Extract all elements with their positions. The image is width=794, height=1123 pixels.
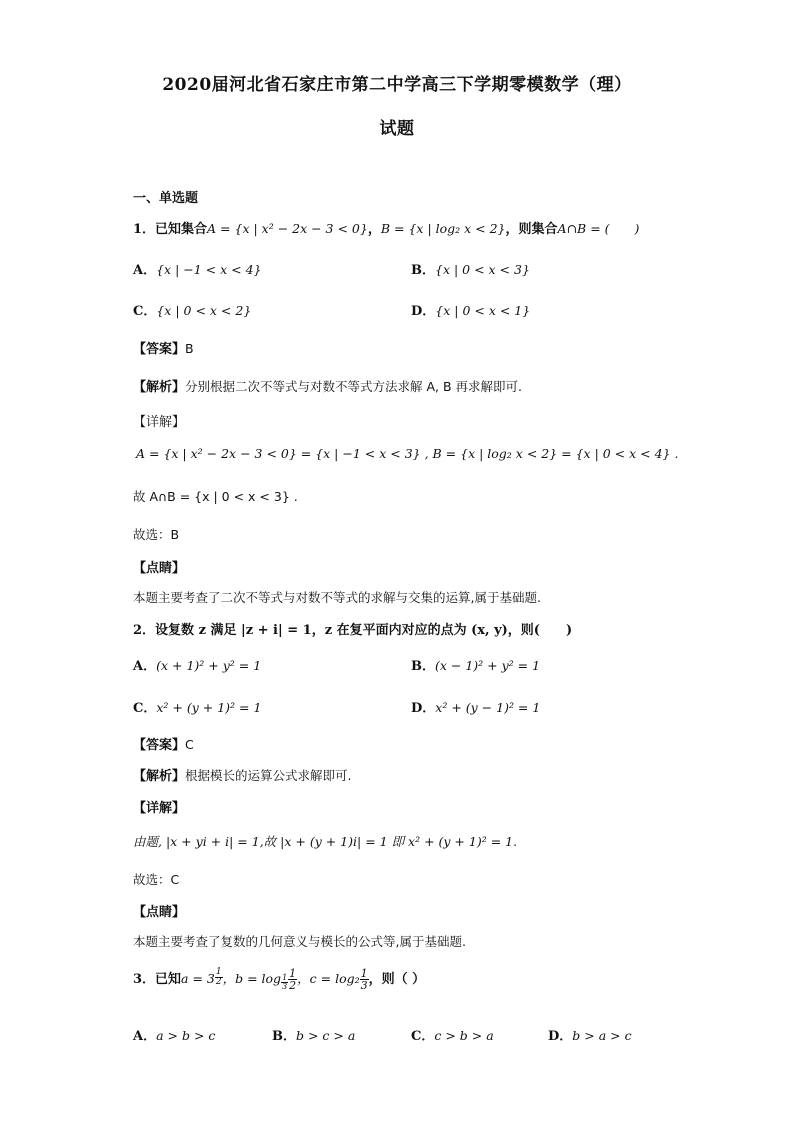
q1-set-a: A = {x | x² − 2x − 3 < 0} — [207, 221, 368, 236]
q2-comment: 本题主要考查了复数的几何意义与模长的公式等,属于基础题. — [133, 934, 466, 949]
q3-stem-suffix: ，则（ ） — [368, 972, 426, 987]
q2-option-a: A．(x + 1)² + y² = 1 — [133, 658, 262, 674]
q3-option-b: B．b > c > a — [272, 1028, 356, 1044]
q1-answer: 【答案】B — [133, 341, 194, 357]
q1-detail-line1: A = {x | x² − 2x − 3 < 0} = {x | −1 < x < 3} , B = {x | log₂ x < 2} = {x | 0 < x < 4} . — [136, 446, 679, 461]
q3-b-expr: ，b = log $\frac{1}{3}$ $\frac{1}{2}$ — [222, 967, 297, 992]
q3-option-c: C．c > b > a — [411, 1028, 494, 1044]
q2-comment-tag: 【点睛】 — [133, 905, 186, 920]
q2-option-c: C．x² + (y + 1)² = 1 — [133, 700, 262, 716]
section-heading: 一、单选题 — [133, 191, 199, 206]
q1-detail-tag: 【详解】 — [133, 415, 186, 430]
q1-stem — [133, 218, 639, 237]
q1-option-d: D．{x | 0 < x < 1} — [411, 303, 531, 319]
q3-stem — [133, 968, 425, 991]
q2-answer: 【答案】C — [133, 737, 194, 753]
doc-title-line2: 试题 — [379, 119, 415, 139]
q1-detail-line2: 故 A∩B = {x | 0 < x < 3} . — [133, 489, 298, 504]
q1-choose: 故选：B — [133, 527, 180, 542]
q2-detail-line1: 由题, |x + yi + i| = 1,故 |x + (y + 1)i| = 1 即 x² + (y + 1)² = 1. — [133, 834, 518, 849]
q1-comment: 本题主要考查了二次不等式与对数不等式的求解与交集的运算,属于基础题. — [133, 590, 541, 605]
q1-ask: A∩B = ( ) — [557, 221, 640, 236]
q2-option-b: B．(x − 1)² + y² = 1 — [411, 658, 541, 674]
q1-option-b: B．{x | 0 < x < 3} — [411, 262, 530, 278]
q1-option-a: A．{x | −1 < x < 4} — [133, 262, 262, 278]
q3-option-a: A．a > b > c — [133, 1028, 216, 1044]
q2-detail-tag: 【详解】 — [133, 801, 186, 816]
q2-analysis: 【解析】根据模长的运算公式求解即可. — [133, 768, 352, 784]
q1-comma: ， — [367, 222, 381, 237]
q2-stem: 2．设复数 z 满足 |z + i| = 1，z 在复平面内对应的点为 (x, y)，则( ) — [133, 623, 573, 638]
q3-a-expr: a = 3 $\frac{1}{2}$ — [181, 967, 222, 987]
q1-stem-prefix: 1．已知集合 — [133, 222, 208, 237]
q2-choose: 故选：C — [133, 872, 180, 887]
q1-analysis: 【解析】分别根据二次不等式与对数不等式方法求解 A, B 再求解即可. — [133, 379, 523, 395]
doc-title-line1: 2020届河北省石家庄市第二中学高三下学期零模数学（理） — [162, 75, 632, 95]
q2-option-d: D．x² + (y − 1)² = 1 — [411, 700, 541, 716]
q1-comment-tag: 【点睛】 — [133, 561, 186, 576]
q3-option-d: D．b > a > c — [548, 1028, 632, 1044]
q1-stem-suffix: ，则集合 — [505, 222, 558, 237]
q1-option-c: C．{x | 0 < x < 2} — [133, 303, 252, 319]
q3-c-expr: ，c = log₂ $\frac{1}{3}$ — [297, 967, 368, 992]
q1-set-b: B = {x | log₂ x < 2} — [380, 221, 506, 236]
q3-stem-prefix: 3．已知 — [133, 972, 182, 987]
